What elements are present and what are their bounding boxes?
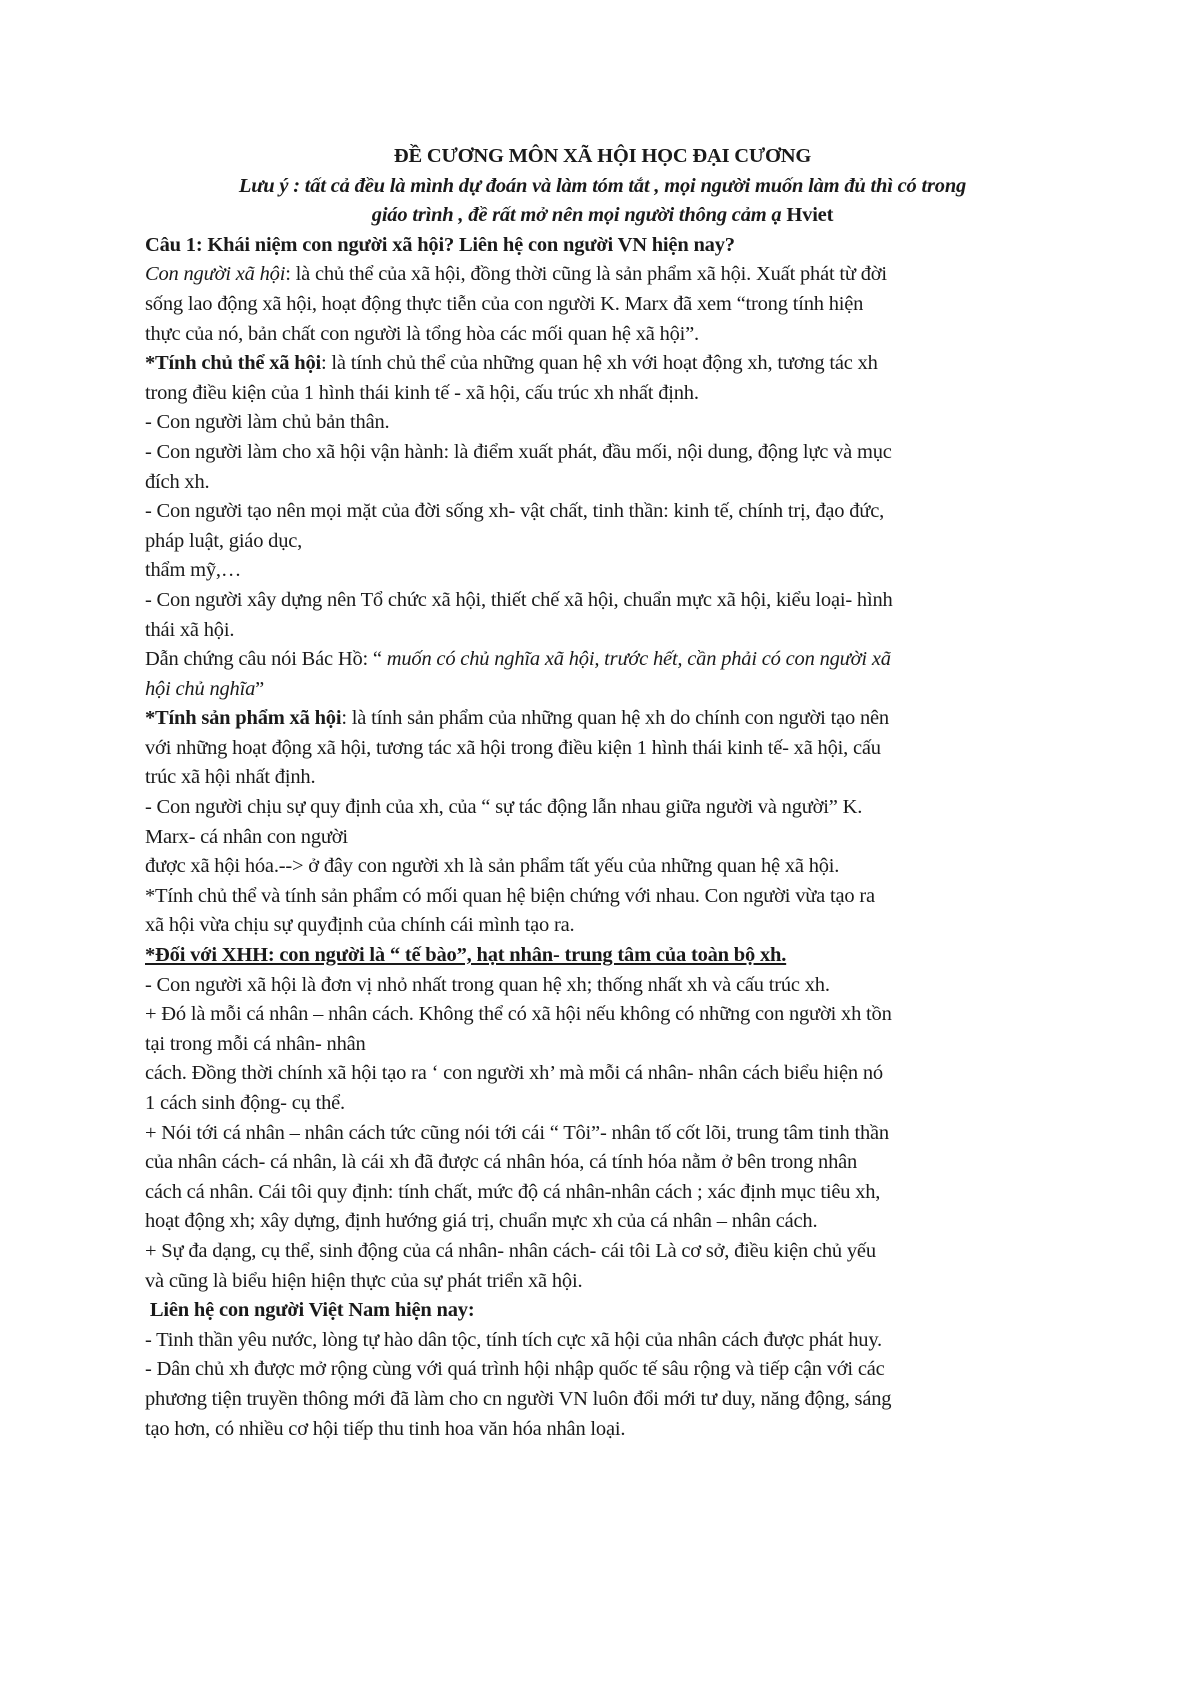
quote-line xyxy=(145,645,1060,675)
quote-text: muốn có chủ nghĩa xã hội, trước hết, cần phải có con người xã xyxy=(381,648,891,671)
bullet-line: - Con người làm chủ bản thân. xyxy=(145,411,390,434)
term-label: *Tính sản phẩm xã hội xyxy=(145,707,342,730)
bullet-line: - Tinh thần yêu nước, lòng tự hào dân tộc, tính tích cực xã hội của nhân cách được phát huy. xyxy=(145,1328,882,1351)
bullet-line: của nhân cách- cá nhân, là cái xh đã được cá nhân hóa, cá tính hóa nằm ở bên trong nhân xyxy=(145,1151,858,1174)
question-heading: Câu 1: Khái niệm con người xã hội? Liên hệ con người VN hiện nay? xyxy=(145,233,735,256)
bullet-line: phương tiện truyền thông mới đã làm cho cn người VN luôn đổi mới tư duy, năng động, sáng xyxy=(145,1387,892,1410)
bullet-line: tạo hơn, có nhiều cơ hội tiếp thu tinh hoa văn hóa nhân loại. xyxy=(145,1417,626,1440)
paragraph-line: thực của nó, bản chất con người là tổng hòa các mối quan hệ xã hội”. xyxy=(145,322,699,345)
bullet-line: + Đó là mỗi cá nhân – nhân cách. Không thể có xã hội nếu không có những con người xh tồn xyxy=(145,1003,892,1026)
bullet-line: cách cá nhân. Cái tôi quy định: tính chất, mức độ cá nhân-nhân cách ; xác định mục tiêu xh, xyxy=(145,1180,881,1203)
quote-line xyxy=(145,675,1060,705)
bullet-line: Marx- cá nhân con người xyxy=(145,825,348,848)
paragraph-line xyxy=(145,349,1060,379)
bullet-line: - Con người tạo nên mọi mặt của đời sống xh- vật chất, tinh thần: kinh tế, chính trị, đạo đức, xyxy=(145,500,885,523)
bullet-line: và cũng là biểu hiện hiện thực của sự phát triển xã hội. xyxy=(145,1269,583,1292)
bullet-line: - Dân chủ xh được mở rộng cùng với quá trình hội nhập quốc tế sâu rộng và tiếp cận với các xyxy=(145,1358,885,1381)
bullet-line: - Con người làm cho xã hội vận hành: là điểm xuất phát, đầu mối, nội dung, động lực và mục xyxy=(145,440,892,463)
bullet-line: 1 cách sinh động- cụ thể. xyxy=(145,1092,345,1114)
bullet-line: tại trong mỗi cá nhân- nhân xyxy=(145,1032,366,1055)
bullet-line: hoạt động xh; xây dựng, định hướng giá trị, chuẩn mực xh của cá nhân – nhân cách. xyxy=(145,1210,818,1233)
bullet-line: - Con người xây dựng nên Tổ chức xã hội, thiết chế xã hội, chuẩn mực xã hội, kiểu loại- hình xyxy=(145,588,893,611)
bullet-line: thẩm mỹ,… xyxy=(145,559,242,582)
term-label: *Tính chủ thể xã hội xyxy=(145,352,321,375)
paragraph-line: sống lao động xã hội, hoạt động thực tiễn của con người K. Marx đã xem “trong tính hiện xyxy=(145,292,864,315)
bullet-line: đích xh. xyxy=(145,470,210,493)
paragraph-line: trúc xã hội nhất định. xyxy=(145,766,316,789)
note-text: giáo trình , đề rất mở nên mọi người thông cảm ạ xyxy=(371,204,782,227)
note-line xyxy=(145,201,1060,231)
section-heading: Liên hệ con người Việt Nam hiện nay: xyxy=(145,1299,475,1322)
note-line: Lưu ý : tất cả đều là mình dự đoán và làm tóm tắt , mọi người muốn làm đủ thì có trong xyxy=(238,174,967,197)
bullet-line: - Con người chịu sự quy định của xh, của “ sự tác động lẫn nhau giữa người và người” K. xyxy=(145,796,863,819)
document-title: ĐỀ CƯƠNG MÔN XÃ HỘI HỌC ĐẠI CƯƠNG xyxy=(393,145,812,167)
paragraph-text: : là tính chủ thể của những quan hệ xh với hoạt động xh, tương tác xh xyxy=(321,352,878,375)
document-page xyxy=(145,142,1060,1444)
bullet-line: cách. Đồng thời chính xã hội tạo ra ‘ con người xh’ mà mỗi cá nhân- nhân cách biểu hiện nó xyxy=(145,1062,883,1085)
bullet-line: + Nói tới cá nhân – nhân cách tức cũng nói tới cái “ Tôi”- nhân tố cốt lõi, trung tâm tinh thần xyxy=(145,1121,889,1144)
paragraph-line: trong điều kiện của 1 hình thái kinh tế - xã hội, cấu trúc xh nhất định. xyxy=(145,381,699,404)
paragraph-text: : là chủ thể của xã hội, đồng thời cũng là sản phẩm xã hội. Xuất phát từ đời xyxy=(285,263,887,286)
quote-close: ” xyxy=(255,677,265,700)
note-author: Hviet xyxy=(781,204,834,227)
bullet-line: + Sự đa dạng, cụ thể, sinh động của cá nhân- nhân cách- cái tôi Là cơ sở, điều kiện chủ yếu xyxy=(145,1239,876,1262)
bullet-line: được xã hội hóa.--> ở đây con người xh là sản phẩm tất yếu của những quan hệ xã hội. xyxy=(145,855,840,878)
section-heading: *Đối với XHH: con người là “ tế bào”, hạt nhân- trung tâm của toàn bộ xh. xyxy=(145,944,787,967)
paragraph-line xyxy=(145,704,1060,734)
bullet-line: thái xã hội. xyxy=(145,618,235,641)
bullet-line: - Con người xã hội là đơn vị nhỏ nhất trong quan hệ xh; thống nhất xh và cấu trúc xh. xyxy=(145,973,830,996)
bullet-line: pháp luật, giáo dục, xyxy=(145,529,303,552)
quote-text: hội chủ nghĩa xyxy=(145,677,256,700)
term-label: Con người xã hội xyxy=(145,263,286,286)
paragraph-line: với những hoạt động xã hội, tương tác xã hội trong điều kiện 1 hình thái kinh tế- xã hội, cấu xyxy=(145,736,881,759)
paragraph-text: : là tính sản phẩm của những quan hệ xh do chính con người tạo nên xyxy=(341,707,889,730)
paragraph-line: xã hội vừa chịu sự quyđịnh của chính cái mình tạo ra. xyxy=(145,914,575,937)
paragraph-line: *Tính chủ thể và tính sản phẩm có mối quan hệ biện chứng với nhau. Con người vừa tạo ra xyxy=(145,884,875,907)
paragraph-line xyxy=(145,260,1060,290)
quote-intro: Dẫn chứng câu nói Bác Hồ: “ xyxy=(145,648,382,671)
